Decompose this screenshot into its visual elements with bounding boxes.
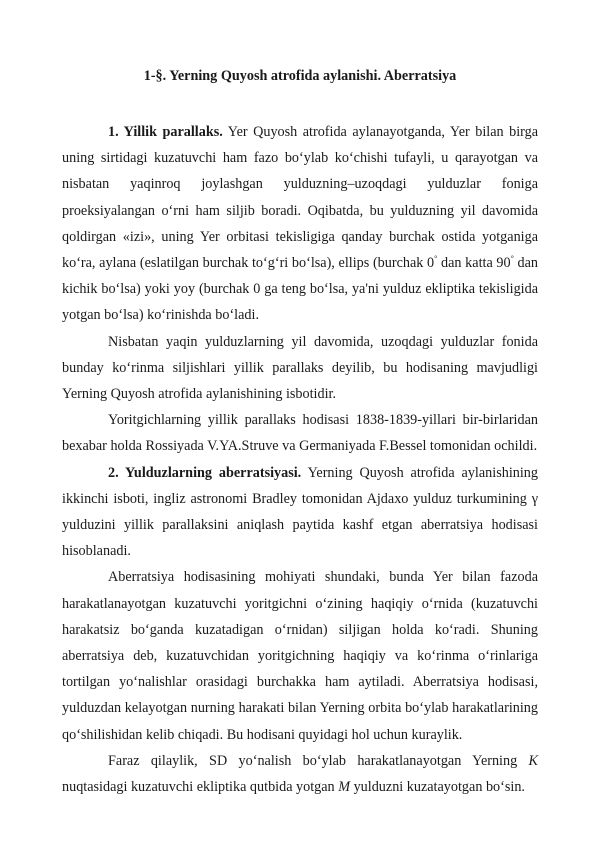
degree-sign: ° xyxy=(434,254,438,264)
paragraph-parallax-definition: Nisbatan yaqin yulduzlarning yil davomida, uzoqdagi yulduzlar fonida bunday ko‘rinma siljishlari yillik parallaks deyilib, bu hodisaning mavjudligi Yerning Quyosh atrofida aylanishining isbotidir. xyxy=(62,333,538,403)
paragraph-aberration-essence: Aberratsiya hodisasining mohiyati shundaki, bunda Yer bilan fazoda harakatlanayotgan kuzatuvchi yoritgichni o‘zining haqiqiy o‘rnida (kuzatuvchi harakatsiz bo‘ganda kuzatadigan o‘rnidan) siljigan holda ko‘radi. Shuning aberratsiya deb, kuzatuvchidan yoritgichning haqiqiy va ko‘rinma o‘rinlariga tortilgan yo‘nalishlar orasidagi burchakka ham aytiladi. Aberratsiya hodisasi, yulduzdan kelayotgan nurning harakati bilan Yerning orbita bo‘ylab harakatlarining qo‘shilishidan kelib chiqadi. Bu hodisani quyidagi hol uchun kuraylik. xyxy=(62,569,538,743)
paragraph-text: Yer Quyosh atrofida aylanayotganda, Yer bilan birga uning sirtidagi kuzatuvchi ham fazo bo‘ylab ko‘chishi tufayli, u qarayotgan va nisbatan yaqinroq joylashgan yulduzning–uzoqdagi yulduzlar foniga proeksiyalangan o‘rni ham siljib boradi. Oqibatda, bu yulduzning yil davomida qoldirgan «izi», uning Yer orbitasi tekisligiga qanday burchak ostida yotganiga ko‘ra, aylana (eslatilgan burchak to‘g‘ri bo‘lsa), ellips (burchak 0 xyxy=(62,124,538,272)
paragraph-assumption xyxy=(62,748,538,800)
star-m-label: M xyxy=(338,779,351,796)
document-body xyxy=(62,119,538,800)
paragraph-text: yulduzni kuzatayotgan bo‘sin. xyxy=(350,779,525,796)
paragraph-text: dan kichik bo‘lsa) yoki yoy (burchak 0 ga teng bo‘lsa, ya'ni yulduz ekliptika tekisligida yotgan bo‘lsa) ko‘rinishda bo‘ladi. xyxy=(62,255,538,324)
paragraph-parallax-discovery: Yoritgichlarning yillik parallaks hodisasi 1838-1839-yillari bir-birlaridan bexabar holda Rossiyada V.YA.Struve va Germaniyada F.Bessel tomonidan ochildi. xyxy=(62,412,538,455)
paragraph-text: Yerning Quyosh atrofida aylanishining ikkinchi isboti, ingliz astronomi Bradley tomonidan Ajdaxo yulduz turkumining γ yulduzini yillik parallaksini aniqlash paytida kashf etgan aberratsiya hodisasi hisoblanadi. xyxy=(62,464,538,560)
point-k-label: K xyxy=(528,752,538,769)
paragraph-aberration xyxy=(62,460,538,565)
degree-sign: ° xyxy=(510,254,514,264)
paragraph-text: dan katta 90 xyxy=(437,255,511,272)
section-title: 1-§. Yerning Quyosh atrofida aylanishi. Aberratsiya xyxy=(143,68,457,84)
paragraph-annual-parallax xyxy=(62,119,538,329)
paragraph-text: Faraz qilaylik, SD yo‘nalish bo‘ylab harakatlanayotgan Yerning xyxy=(108,752,529,769)
paragraph-heading: 1. Yillik parallaks. xyxy=(108,124,223,140)
paragraph-text: nuqtasidagi kuzatuvchi ekliptika qutbida yotgan xyxy=(62,779,339,796)
paragraph-heading: 2. Yulduzlarning aberratsiyasi. xyxy=(108,464,302,481)
